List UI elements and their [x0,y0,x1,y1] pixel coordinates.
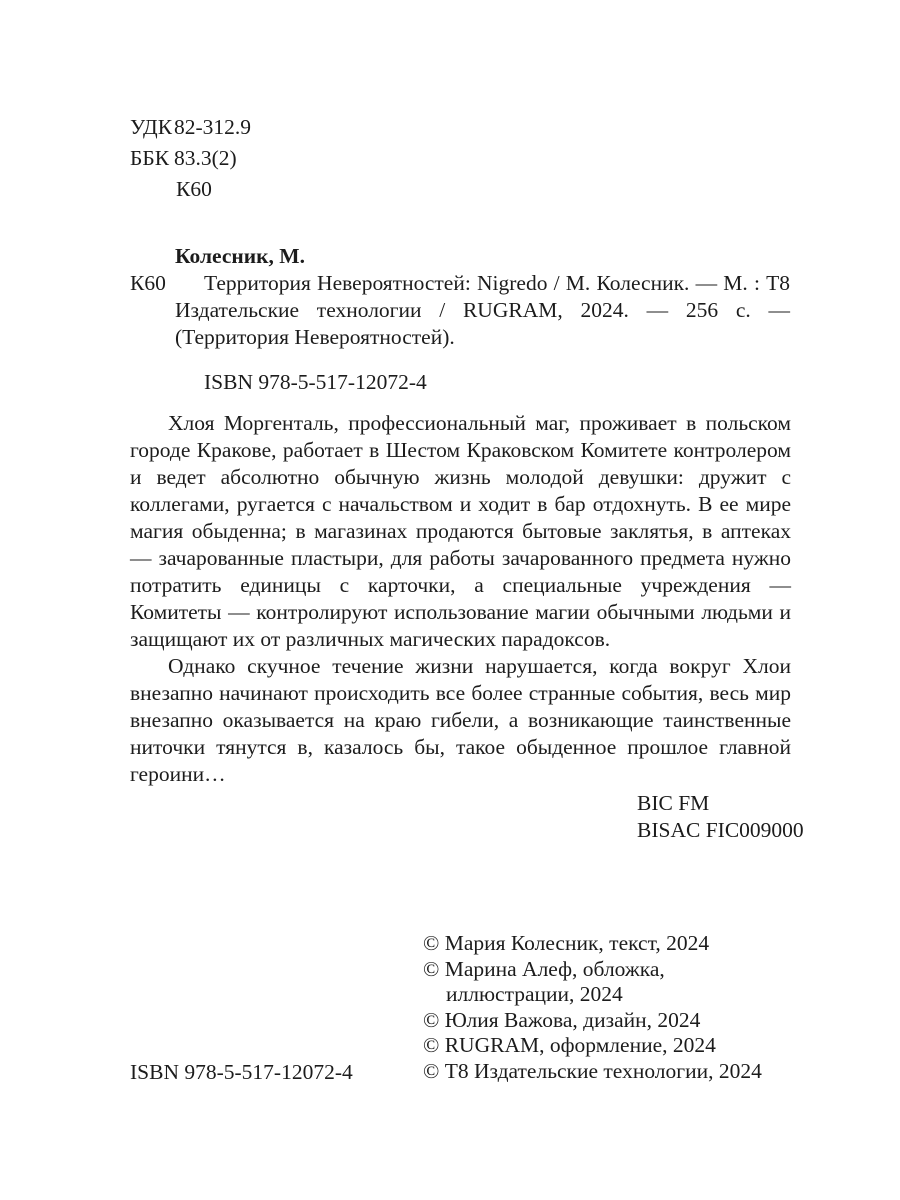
copyright-entry: © Т8 Издательские технологии, 2024 [423,1058,762,1083]
record-description: Территория Невероятностей: Nigredo / М. Колесник. — М. : Т8 Издательские технологии / RUGRAM, 2024. — 256 с. — (Территория Невероятностей). [175,271,790,349]
author-heading: Колесник, М. [175,244,305,268]
bbk-line [130,143,791,174]
footer-isbn: ISBN 978-5-517-12072-4 [130,1060,353,1084]
annotation-paragraph: Хлоя Моргенталь, профессиональный маг, проживает в польском городе Кракове, работает в Шестом Краковском Комитете контролером и ведет абсолютно обычную жизнь молодой девушки: дружит с коллегами, ругается с начальством и ходит в бар отдохнуть. В ее мире магия обыденна; в магазинах продаются бытовые заклятья, в аптеках — зачарованные пластыри, для работы зачарованного предмета нужно потратить единицы с карточки, а специальные учреждения — Комитеты — контролируют использование магии обычными людьми и защищают их от различных магических парадоксов. [130,411,791,651]
bic-code: BIC FM [637,791,710,815]
udk-line [130,112,791,143]
subject-codes [637,790,804,844]
copyright-entry: © Юлия Важова, дизайн, 2024 [423,1007,701,1032]
udk-value: 82-312.9 [174,115,252,139]
author-sign-line [130,174,791,205]
bisac-code: BISAC FIC009000 [637,818,804,842]
annotation [130,410,791,788]
record-sign: К60 [130,271,166,295]
bibliographic-record [130,270,790,351]
bbk-label: ББК [130,146,170,170]
classification-codes [130,112,791,205]
author-sign: К60 [176,177,212,201]
udk-label: УДК [130,115,173,139]
copyright-entry: © Марина Алеф, обложка, иллюстрации, 2024 [423,956,665,1007]
copyright-entry: © Мария Колесник, текст, 2024 [423,931,710,955]
bbk-value: 83.3(2) [174,146,237,170]
annotation-paragraph: Однако скучное течение жизни нарушается, когда вокруг Хлои внезапно начинают происходить все более странные события, весь мир внезапно оказывается на краю гибели, а возникающие таинственные ниточки тянутся в, казалось бы, такое обыденное прошлое главной героини… [130,654,791,786]
record-isbn: ISBN 978-5-517-12072-4 [204,370,427,394]
copyright-entry: © RUGRAM, оформление, 2024 [423,1033,716,1058]
page-content [130,112,804,844]
copyright-block [423,931,795,1085]
